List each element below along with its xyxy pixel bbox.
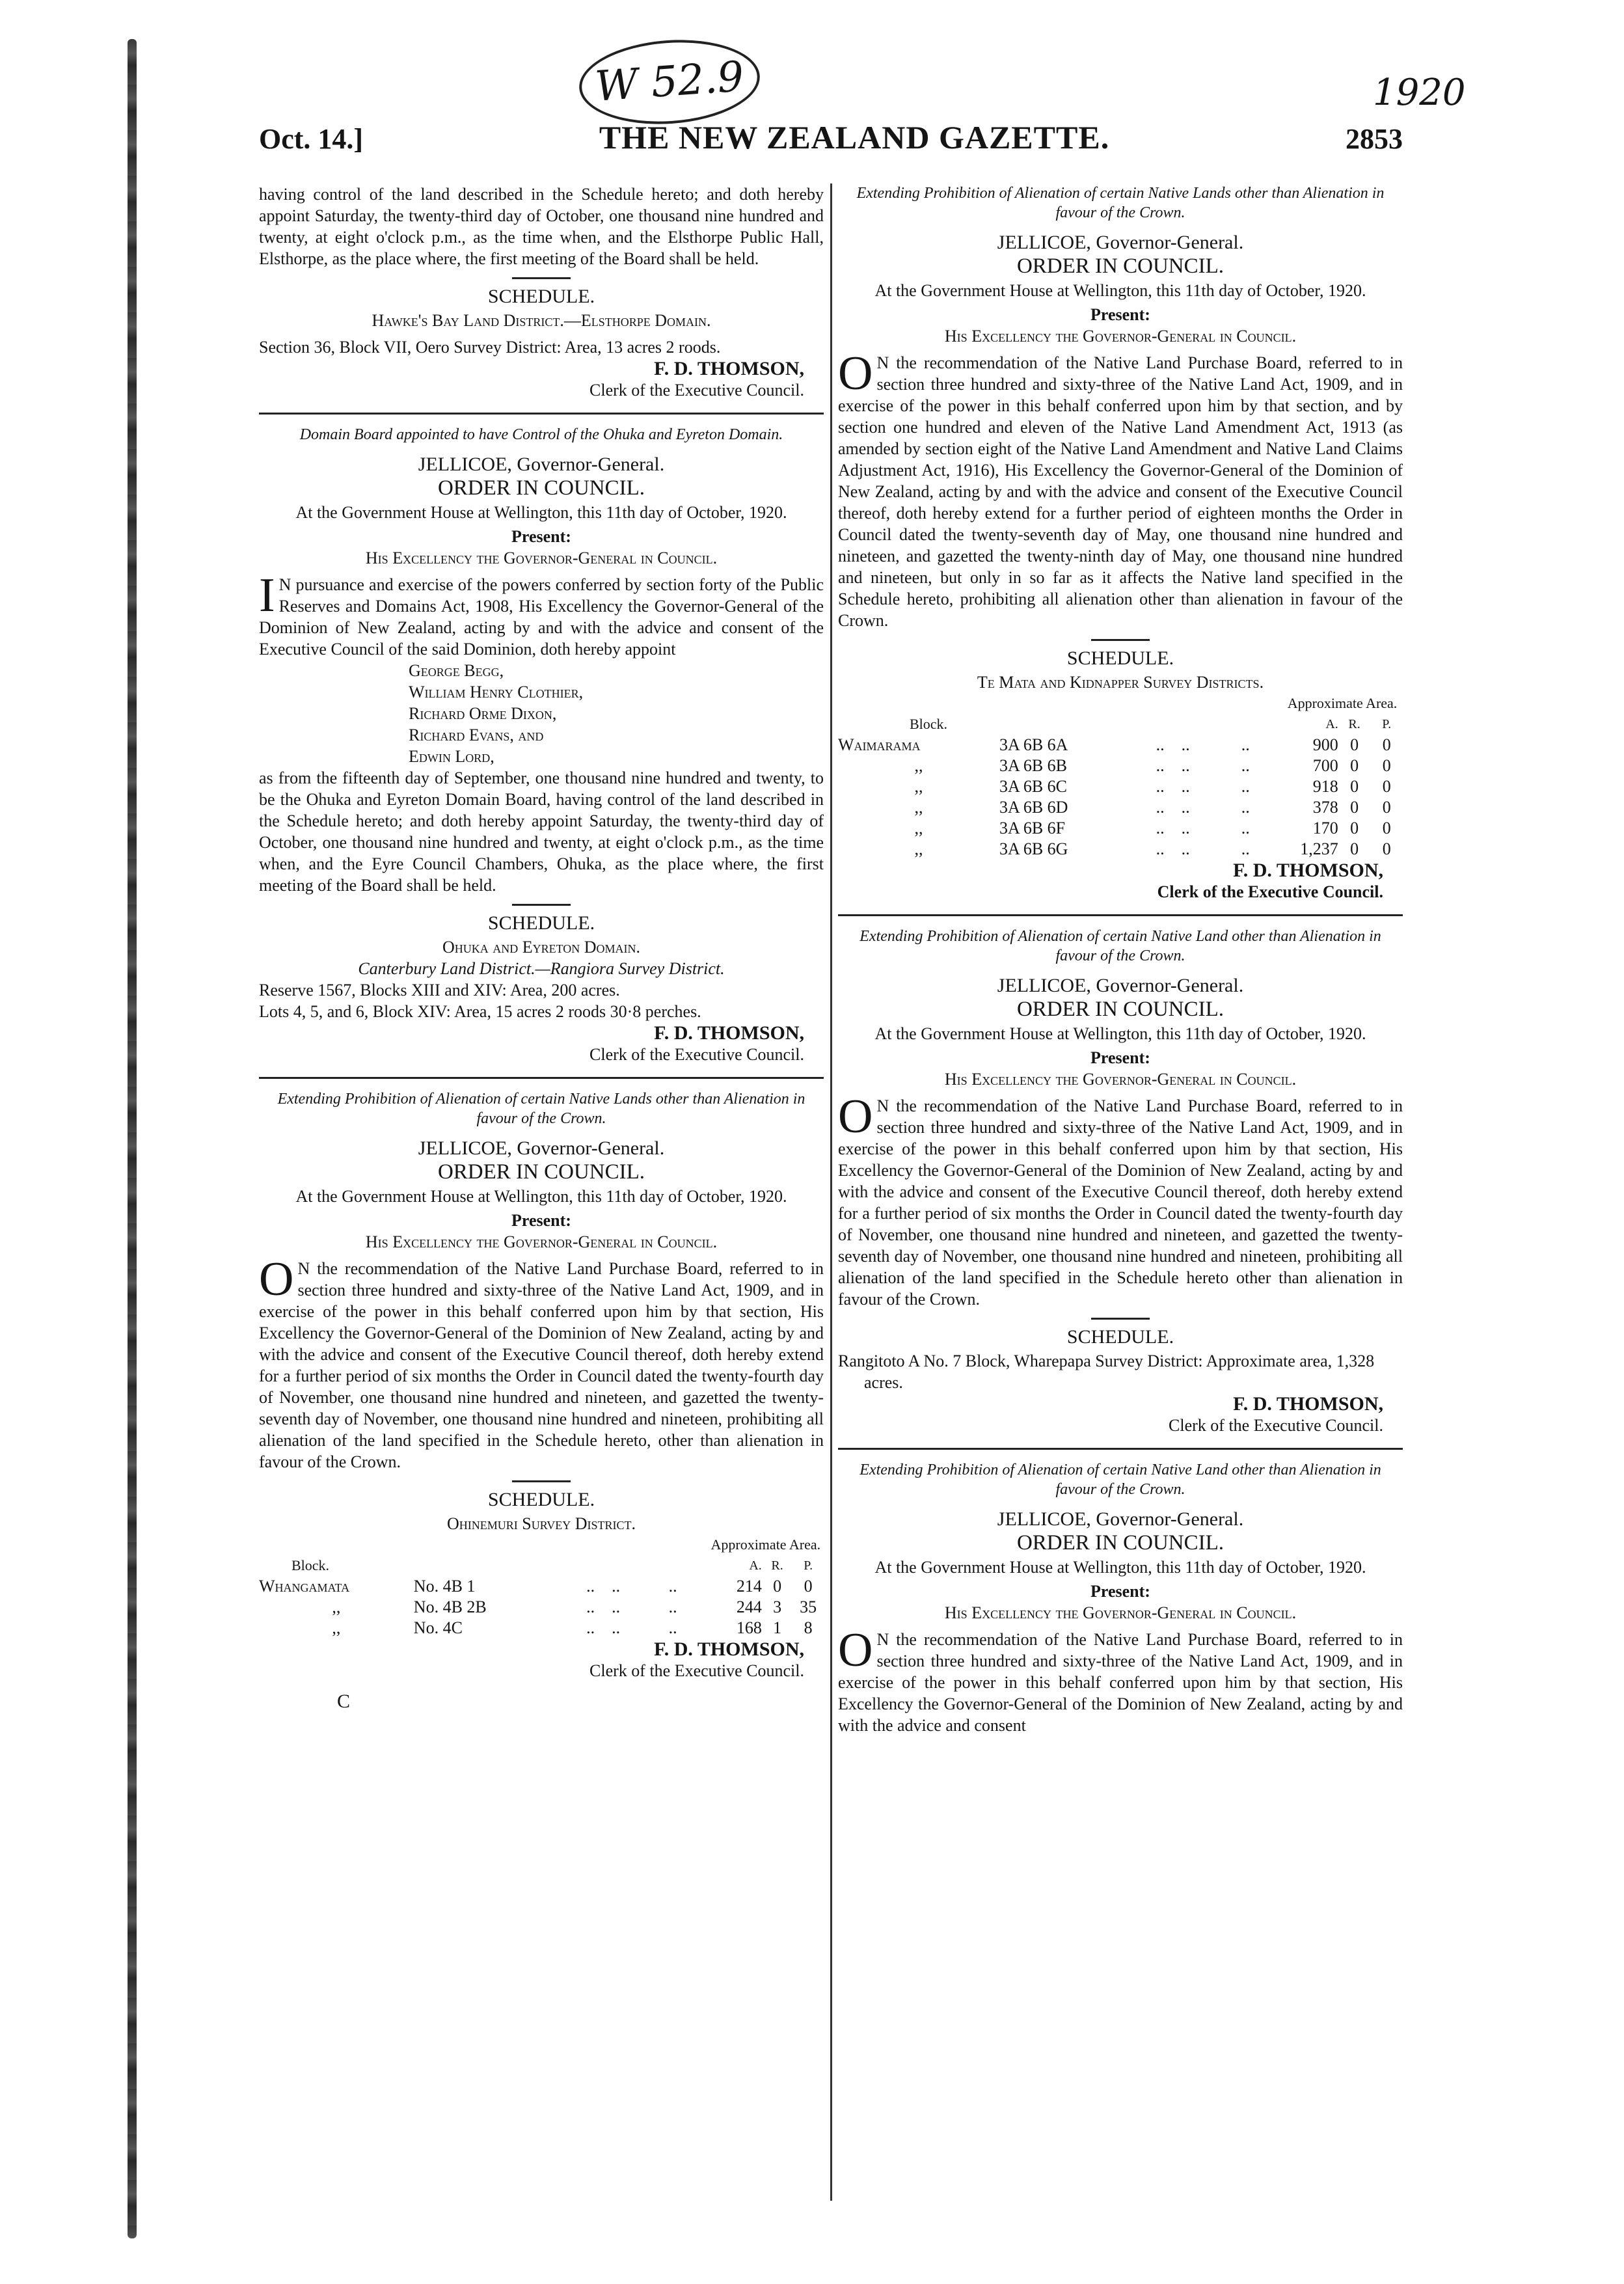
signature-name: F. D. THOMSON, [654, 358, 804, 379]
schedule-district: Hawke's Bay Land District.—Elsthorpe Domain. [372, 311, 711, 330]
page-header [259, 118, 1403, 163]
appointee-list [259, 660, 824, 767]
row-name: ,, [914, 819, 923, 837]
row-acres: 168 [736, 1618, 762, 1637]
council-line: His Excellency the Governor-General in Council. [365, 549, 718, 567]
row-name: ,, [914, 798, 923, 817]
approx-area-label: Approximate Area. [1287, 695, 1398, 711]
row-perches: 0 [1382, 735, 1391, 754]
unit-roods: R. [1348, 717, 1360, 731]
table-header-row [259, 1534, 824, 1555]
governor-general: JELLICOE, Governor-General. [997, 232, 1244, 253]
intro-paragraph: having control of the land described in the Schedule hereto; and doth hereby appoint Saturday, the twenty-third day of October, one thousand nine hundred and twenty, at eight o'clock p.m., as the time when, and the Elsthorpe Public Hall, Elsthorpe, as the place where, the first meeting of the Board shall be held. [259, 185, 824, 268]
leader-dots: .. .. [1156, 735, 1190, 754]
leader-dots: .. .. [1156, 819, 1190, 837]
row-acres: 378 [1312, 798, 1338, 817]
row-roods: 0 [1350, 839, 1359, 858]
order-place-date: At the Government House at Wellington, this 11th day of October, 1920. [874, 1024, 1366, 1043]
order-place-date: At the Government House at Wellington, this 11th day of October, 1920. [874, 281, 1366, 300]
leader-dots: .. .. [1156, 777, 1190, 796]
order-place-date: At the Government House at Wellington, this 11th day of October, 1920. [295, 503, 787, 522]
row-name: ,, [914, 777, 923, 796]
notice-body-text: N the recommendation of the Native Land Purchase Board, referred to in section three hundred and sixty-three of the Native Land Act, 1909, and in exercise of the power in this behalf conferred upon him by that section, His Excellency the Governor-General of the Dominion of New Zealand, acting by and with the advice and consent [838, 1630, 1403, 1735]
row-block: 3A 6B 6G [999, 839, 1068, 858]
leader-dots: .. [1241, 839, 1250, 858]
notice-heading: Extending Prohibition of Alienation of certain Native Lands other than Alienation in favour of the Crown. [277, 1091, 805, 1127]
schedule-line: Lots 4, 5, and 6, Block XIV: Area, 15 acres 2 roods 30·8 perches. [259, 1002, 701, 1021]
unit-acres: A. [749, 1558, 762, 1573]
signature-name: F. D. THOMSON, [1233, 860, 1383, 881]
section-rule [259, 413, 824, 415]
signature-title: Clerk of the Executive Council. [589, 1661, 804, 1680]
row-acres: 700 [1312, 756, 1338, 775]
row-roods: 0 [1350, 735, 1359, 754]
notice-body [259, 569, 824, 660]
leader-dots: .. .. [586, 1597, 621, 1616]
notice-body [838, 1624, 1403, 1736]
row-block: 3A 6B 6D [999, 798, 1068, 817]
rule [512, 277, 571, 279]
table-row [838, 755, 1403, 776]
table-header-row [838, 714, 1403, 735]
leader-dots: .. [668, 1618, 677, 1637]
appointee: George Begg, [409, 661, 504, 680]
section-rule [838, 1448, 1403, 1450]
leader-dots: .. .. [1156, 839, 1190, 858]
row-perches: 0 [1382, 756, 1391, 775]
leader-dots: .. [1241, 735, 1250, 754]
row-roods: 3 [773, 1597, 782, 1616]
notice-body-text: N the recommendation of the Native Land Purchase Board, referred to in section three hundred and sixty-three of the Native Land Act, 1909, and in exercise of the power in this behalf conferred upon him by that section, His Excellency the Governor-General of the Dominion of New Zealand, acting by and with the advice and consent of the Executive Council thereof, doth hereby extend for a further period of six months the Order in Council dated the twenty-fourth day of November, one thousand nine hundred and nineteen, and gazetted the twenty-seventh day of November, one thousand nine hundred and nineteen, prohibiting all alienation of the land specified in the Schedule hereto other than alienation in favour of the Crown. [838, 1096, 1403, 1309]
section-rule [259, 1077, 824, 1079]
header-page-number: 2853 [1345, 123, 1403, 155]
leader-dots: .. [1241, 777, 1250, 796]
block-label: Block. [910, 716, 948, 732]
signature-name: F. D. THOMSON, [1233, 1393, 1383, 1415]
present-label: Present: [1090, 305, 1150, 324]
table-header-row [838, 693, 1403, 714]
table-row [259, 1576, 824, 1597]
rule [1091, 639, 1150, 641]
present-label: Present: [1090, 1048, 1150, 1067]
present-label: Present: [1090, 1582, 1150, 1601]
schedule-table [259, 1534, 824, 1638]
appointee: William Henry Clothier, [409, 683, 584, 701]
row-name: ,, [914, 839, 923, 858]
row-acres: 900 [1312, 735, 1338, 754]
row-block: 3A 6B 6C [999, 777, 1068, 796]
right-column [838, 184, 1403, 1736]
row-block: 3A 6B 6B [999, 756, 1068, 775]
row-name: ,, [332, 1618, 341, 1637]
row-perches: 0 [1382, 819, 1391, 837]
signature-title: Clerk of the Executive Council. [589, 381, 804, 400]
row-block: 3A 6B 6F [999, 819, 1066, 837]
row-block: 3A 6B 6A [999, 735, 1068, 754]
rule [512, 904, 571, 906]
notice-body [838, 1090, 1403, 1310]
notice-body-text: N pursuance and exercise of the powers conferred by section forty of the Public Reserves and Domains Act, 1908, His Excellency the Governor-General of the Dominion of New Zealand, acting by and with the advice and consent of the Executive Council of the said Dominion, doth hereby appoint [259, 575, 824, 659]
row-perches: 35 [800, 1597, 817, 1616]
approx-area-label: Approximate Area. [710, 1536, 821, 1553]
council-line: His Excellency the Governor-General in Council. [944, 1603, 1297, 1622]
appointee: Richard Orme Dixon, [409, 704, 557, 723]
row-perches: 0 [1382, 839, 1391, 858]
schedule-district: Te Mata and Kidnapper Survey Districts. [977, 673, 1264, 692]
notice-heading: Extending Prohibition of Alienation of certain Native Land other than Alienation in favour of the Crown. [859, 1461, 1381, 1498]
schedule-district: Ohinemuri Survey District. [446, 1514, 636, 1533]
table-row [259, 1618, 824, 1638]
order-place-date: At the Government House at Wellington, this 11th day of October, 1920. [295, 1187, 787, 1206]
leader-dots: .. .. [586, 1577, 621, 1596]
schedule-text: Rangitoto A No. 7 Block, Wharepapa Survey District: Approximate area, 1,328 acres. [838, 1352, 1375, 1392]
header-date: Oct. 14.] [259, 123, 364, 155]
leader-dots: .. [668, 1597, 677, 1616]
signature-mark: C [337, 1691, 351, 1712]
order-in-council: ORDER IN COUNCIL. [437, 1160, 645, 1184]
table-header-row [259, 1555, 824, 1576]
order-in-council: ORDER IN COUNCIL. [1016, 254, 1225, 278]
schedule-title: SCHEDULE. [487, 1489, 595, 1510]
council-line: His Excellency the Governor-General in Council. [944, 327, 1297, 346]
binding-edge [128, 39, 137, 2238]
governor-general: JELLICOE, Governor-General. [997, 975, 1244, 996]
row-roods: 0 [1350, 756, 1359, 775]
row-name: Waimarama [838, 735, 921, 754]
schedule-title: SCHEDULE. [1066, 1326, 1174, 1348]
table-row [838, 797, 1403, 818]
signature-title: Clerk of the Executive Council. [1169, 1416, 1383, 1435]
leader-dots: .. [1241, 798, 1250, 817]
drop-cap: O [259, 1253, 294, 1306]
row-block: No. 4B 1 [413, 1577, 476, 1596]
leader-dots: .. .. [1156, 798, 1190, 817]
schedule-line: Reserve 1567, Blocks XIII and XIV: Area, 200 acres. [259, 981, 620, 999]
present-label: Present: [511, 527, 571, 546]
notice-body [838, 347, 1403, 631]
notice-heading: Extending Prohibition of Alienation of certain Native Land other than Alienation in favour of the Crown. [859, 928, 1381, 964]
row-block: No. 4C [413, 1618, 463, 1637]
order-in-council: ORDER IN COUNCIL. [1016, 1531, 1225, 1555]
notice-body-text: N the recommendation of the Native Land Purchase Board, referred to in section three hundred and sixty-three of the Native Land Act, 1909, and in exercise of the power in this behalf conferred upon him by that section, and by section one hundred and eleven of the Native Land Amendment Act, 1913 (as amended by section eight of the Native Land Amendment and Native Land Claims Adjustment Act, 1916), His Excellency the Governor-General of the Dominion of New Zealand, acting by and with the advice and consent of the Executive Council thereof, doth hereby extend for a further period of eighteen months the Order in Council dated the twenty-seventh day of May, one thousand nine hundred and nineteen, and gazetted the twenty-ninth day of May, one thousand nine hundred and nineteen, but only in so far as it affects the Native land specified in the Schedule hereto, prohibiting all alienation other than alienation in favour of the Crown. [838, 353, 1403, 630]
signature-name: F. D. THOMSON, [654, 1022, 804, 1044]
schedule-domain: Ohuka and Eyreton Domain. [442, 938, 641, 957]
row-roods: 0 [1350, 777, 1359, 796]
appointee: Richard Evans, and [409, 726, 544, 744]
block-label: Block. [291, 1557, 330, 1573]
leader-dots: .. [1241, 756, 1250, 775]
governor-general: JELLICOE, Governor-General. [418, 1137, 665, 1159]
table-row [259, 1597, 824, 1618]
governor-general: JELLICOE, Governor-General. [997, 1508, 1244, 1530]
row-perches: 8 [804, 1618, 813, 1637]
notice-body-continued: as from the fifteenth day of September, one thousand nine hundred and twenty, to be the Ohuka and Eyreton Domain Board, having control of the land described in the Schedule hereto; and doth hereby appoint Saturday, the twenty-third day of October, one thousand nine hundred and twenty, at eight o'clock p.m., as the time when, and the Eyre Council Chambers, Ohuka, as the place where, the first meeting of the Board shall be held. [259, 768, 824, 895]
row-roods: 1 [773, 1618, 782, 1637]
signature-title: Clerk of the Executive Council. [1157, 882, 1383, 901]
row-name: Whangamata [259, 1577, 350, 1596]
row-roods: 0 [1350, 798, 1359, 817]
notice-heading: Extending Prohibition of Alienation of certain Native Lands other than Alienation in favour of the Crown. [856, 185, 1385, 221]
row-acres: 1,237 [1300, 839, 1338, 858]
row-roods: 0 [1350, 819, 1359, 837]
row-acres: 244 [736, 1597, 762, 1616]
notice-heading: Domain Board appointed to have Control of the Ohuka and Eyreton Domain. [299, 426, 783, 443]
unit-perches: P. [804, 1558, 813, 1573]
archive-stamp [576, 34, 763, 129]
row-name: ,, [914, 756, 923, 775]
order-place-date: At the Government House at Wellington, this 11th day of October, 1920. [874, 1558, 1366, 1577]
rule [1091, 1318, 1150, 1320]
row-acres: 170 [1312, 819, 1338, 837]
row-perches: 0 [1382, 798, 1391, 817]
left-column [259, 184, 824, 1712]
present-label: Present: [511, 1211, 571, 1230]
table-row [838, 839, 1403, 860]
drop-cap: O [838, 1624, 873, 1677]
leader-dots: .. [1241, 819, 1250, 837]
signature-title: Clerk of the Executive Council. [589, 1045, 804, 1064]
order-in-council: ORDER IN COUNCIL. [1016, 998, 1225, 1021]
table-row [838, 735, 1403, 755]
schedule-table [838, 693, 1403, 860]
drop-cap: O [838, 1090, 873, 1143]
header-title: THE NEW ZEALAND GAZETTE. [599, 119, 1110, 156]
drop-cap: O [838, 347, 873, 400]
order-in-council: ORDER IN COUNCIL. [437, 476, 645, 500]
appointee: Edwin Lord, [409, 747, 494, 766]
rule [512, 1480, 571, 1482]
row-name: ,, [332, 1597, 341, 1616]
row-perches: 0 [804, 1577, 813, 1596]
schedule-title: SCHEDULE. [1066, 647, 1174, 669]
table-row [838, 818, 1403, 839]
schedule-text: Section 36, Block VII, Oero Survey District: Area, 13 acres 2 roods. [259, 338, 721, 357]
unit-perches: P. [1382, 717, 1392, 731]
row-acres: 918 [1312, 777, 1338, 796]
notice-body [259, 1253, 824, 1473]
table-row [838, 776, 1403, 797]
leader-dots: .. .. [586, 1618, 621, 1637]
schedule-district: Canterbury Land District.—Rangiora Survey District. [358, 959, 725, 978]
row-acres: 214 [736, 1577, 762, 1596]
schedule-title: SCHEDULE. [487, 912, 595, 934]
governor-general: JELLICOE, Governor-General. [418, 454, 665, 475]
council-line: His Excellency the Governor-General in Council. [365, 1232, 718, 1251]
unit-roods: R. [771, 1558, 783, 1573]
stamp-text: W 52.9 [593, 53, 746, 111]
row-roods: 0 [773, 1577, 782, 1596]
unit-acres: A. [1325, 717, 1338, 731]
schedule-title: SCHEDULE. [487, 286, 595, 307]
column-divider [830, 184, 832, 2201]
leader-dots: .. .. [1156, 756, 1190, 775]
section-rule [838, 914, 1403, 916]
leader-dots: .. [668, 1577, 677, 1596]
council-line: His Excellency the Governor-General in Council. [944, 1070, 1297, 1089]
drop-cap: I [259, 569, 275, 622]
signature-name: F. D. THOMSON, [654, 1638, 804, 1660]
row-block: No. 4B 2B [413, 1597, 487, 1616]
row-perches: 0 [1382, 777, 1391, 796]
notice-body-text: N the recommendation of the Native Land Purchase Board, referred to in section three hundred and sixty-three of the Native Land Act, 1909, and in exercise of the power in this behalf conferred upon him by that section, His Excellency the Governor-General of the Dominion of New Zealand, acting by and with the advice and consent of the Executive Council thereof, doth hereby extend for a further period of six months the Order in Council dated the twenty-fourth day of November, one thousand nine hundred and nineteen, and gazetted the twenty-seventh day of November, one thousand nine hundred and nineteen, prohibiting all alienation of the land specified in the Schedule hereto, other than alienation in favour of the Crown. [259, 1259, 824, 1471]
handwritten-year: 1920 [1373, 72, 1466, 114]
